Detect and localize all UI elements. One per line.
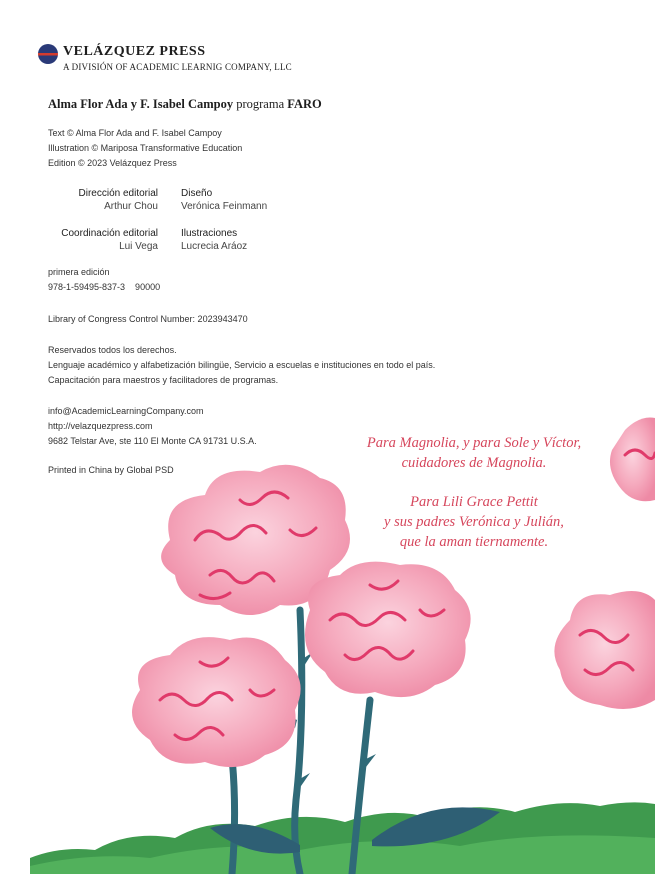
contact-address: 9682 Telstar Ave, ste 110 El Monte CA 91731 U.S.A. bbox=[48, 436, 257, 446]
credit-role: Diseño bbox=[181, 188, 213, 199]
dedication-line: que la aman tiernamente. bbox=[399, 534, 549, 550]
credit-role: Ilustraciones bbox=[181, 228, 238, 239]
credit-ilustraciones bbox=[181, 227, 247, 253]
dedication-2 bbox=[344, 492, 604, 552]
copyright-line: Text © Alma Flor Ada and F. Isabel Campoy bbox=[48, 128, 222, 138]
credit-person: Lui Vega bbox=[119, 241, 158, 252]
rights-line: Reservados todos los derechos. bbox=[48, 345, 177, 355]
flower-5 bbox=[610, 418, 655, 502]
credit-person: Arthur Chou bbox=[104, 201, 158, 212]
credit-person: Verónica Feinmann bbox=[181, 201, 268, 212]
rights-notices bbox=[48, 343, 435, 388]
copyright-line: Edition © 2023 Velázquez Press bbox=[48, 158, 177, 168]
credit-role: Coordinación editorial bbox=[61, 228, 158, 239]
dedication-line: y sus padres Verónica y Julián, bbox=[384, 514, 564, 530]
copyright-line: Illustration © Mariposa Transformative Education bbox=[48, 143, 243, 153]
edition-label: primera edición bbox=[48, 267, 110, 277]
edition-info bbox=[48, 265, 160, 295]
loc-number: Library of Congress Control Number: 2023943470 bbox=[48, 314, 248, 324]
authors-line bbox=[48, 97, 322, 112]
contact-website: http://velazquezpress.com bbox=[48, 421, 153, 431]
contact-email: info@AcademicLearningCompany.com bbox=[48, 406, 204, 416]
contact-info bbox=[48, 404, 257, 449]
publisher-logo-icon bbox=[38, 44, 58, 64]
dedication-1 bbox=[344, 433, 604, 473]
dedication-line: cuidadores de Magnolia. bbox=[401, 455, 547, 471]
credit-role: Dirección editorial bbox=[78, 188, 158, 199]
publisher-division: A DIVISIÓN OF ACADEMIC LEARNIG COMPANY, LLC bbox=[63, 62, 292, 72]
credit-direccion bbox=[48, 187, 158, 213]
isbn: 978-1-59495-837-3 90000 bbox=[48, 282, 161, 292]
rights-line: Lenguaje académico y alfabetización bilingüe, Servicio a escuelas e instituciones en todo el país. bbox=[48, 360, 436, 370]
printed-in: Printed in China by Global PSD bbox=[48, 465, 174, 475]
copyright-notices bbox=[48, 126, 242, 171]
program-word: programa bbox=[236, 97, 285, 111]
credit-person: Lucrecia Aráoz bbox=[181, 241, 248, 252]
program-name: FARO bbox=[287, 97, 322, 111]
author-names: Alma Flor Ada y F. Isabel Campoy bbox=[48, 97, 234, 111]
credit-diseno bbox=[181, 187, 267, 213]
credit-coordinacion bbox=[48, 227, 158, 253]
publisher-name: VELÁZQUEZ PRESS bbox=[63, 44, 206, 59]
rights-line: Capacitación para maestros y facilitadores de programas. bbox=[48, 375, 279, 385]
flower-2 bbox=[305, 562, 471, 697]
dedication-line: Para Magnolia, y para Sole y Víctor, bbox=[366, 435, 582, 451]
flower-3 bbox=[132, 637, 301, 767]
flower-4 bbox=[554, 591, 655, 709]
dedication-line: Para Lili Grace Pettit bbox=[410, 494, 538, 510]
